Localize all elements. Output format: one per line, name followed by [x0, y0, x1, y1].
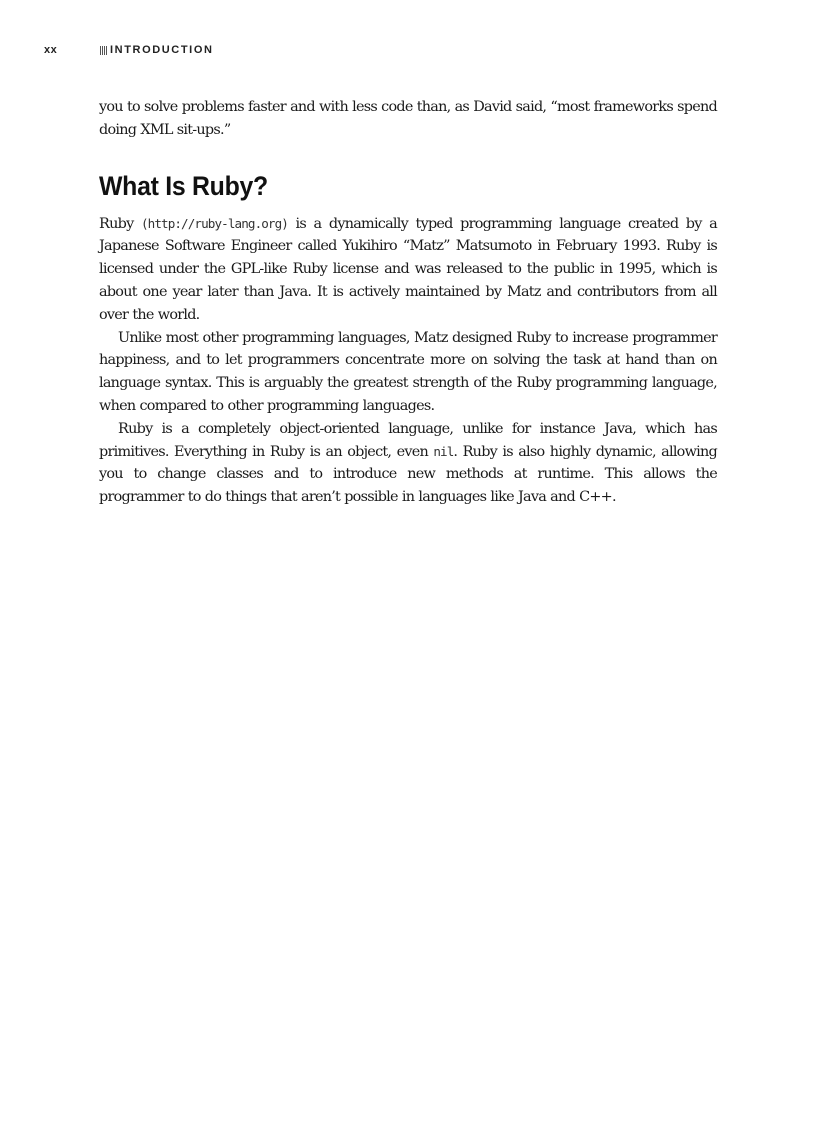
paragraph-rest-text: . Ruby is also highly dynamic, allowing you to change classes and to introduce new methods at runtime. This allows the programmer to do things that aren’t possible in languages like Java and C++.: [99, 443, 717, 506]
nil-code: nil: [433, 443, 454, 459]
section-heading: What Is Ruby?: [99, 170, 268, 201]
paragraph-lead-text: Ruby is a completely object-oriented language, unlike for instance Java, which has primitives. Everything in Ruby is an object, even: [99, 420, 717, 460]
programmer-happiness-paragraph: Unlike most other programming languages, Matz designed Ruby to increase programmer happiness, and to let programmers concentrate more on solving the task at hand than on language syntax. This is arguably the greatest strength of the Ruby programming language, when compared to other programming languages.: [99, 329, 717, 414]
paragraph-rest-text: is a dynamically typed programming language created by a Japanese Software Engineer called Yukihiro “Matz” Matsumoto in February 1993. Ruby is licensed under the GPL-like Ruby license and was released to the public in 1995, which is about one year later than Java. It is actively maintained by Matz and contributors from all over the world.: [99, 215, 717, 323]
paragraph-lead-text: Ruby: [99, 215, 141, 232]
ruby-url-code: (http://ruby-lang.org): [140, 215, 288, 231]
running-head-section-label: INTRODUCTION: [110, 44, 214, 56]
object-oriented-paragraph: [99, 418, 717, 509]
intro-continuation-paragraph: you to solve problems faster and with less code than, as David said, “most frameworks spend doing XML sit-ups.”: [99, 99, 717, 138]
page-number: xx: [44, 44, 58, 56]
running-head: [44, 43, 214, 57]
section-marker-icon: [100, 46, 108, 55]
page-content: [99, 96, 717, 509]
ruby-definition-paragraph: [99, 213, 717, 327]
